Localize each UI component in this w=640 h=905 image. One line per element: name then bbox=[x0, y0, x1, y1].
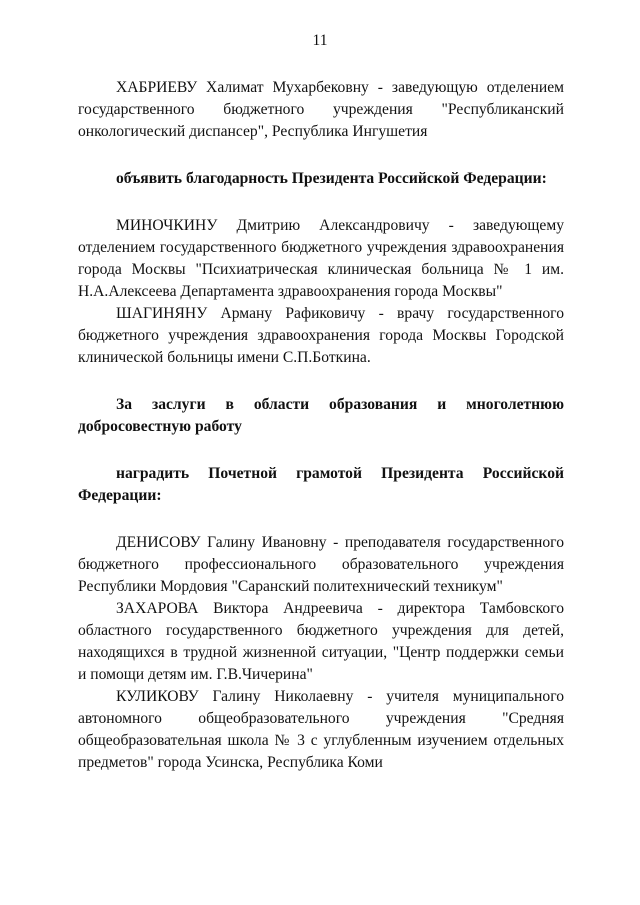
paragraph-minochkin: МИНОЧКИНУ Дмитрию Александровичу - заведующему отделением государственного бюджетного учреждения здравоохранения города Москвы "Психиатрическая клиническая больница № 1 им. Н.А.Алексеева Департамента здравоохранения города Москвы" bbox=[78, 217, 564, 300]
paragraph-khabrieva: ХАБРИЕВУ Халимат Мухарбековну - заведующую отделением государственного бюджетного учреждения "Республиканский онкологический диспансер", Республика Ингушетия bbox=[78, 79, 564, 140]
paragraph-zakharov: ЗАХАРОВА Виктора Андреевича - директора Тамбовского областного государственного бюджетного учреждения для детей, находящихся в трудной жизненной ситуации, "Центр поддержки семьи и помощи детям им. Г.В.Чичерина" bbox=[78, 600, 564, 683]
heading-award-certificate: наградить Почетной грамотой Президента Российской Федерации: bbox=[78, 465, 564, 504]
heading-gratitude: объявить благодарность Президента Российской Федерации: bbox=[116, 170, 547, 187]
heading-education-merits: За заслуги в области образования и многолетнюю добросовестную работу bbox=[78, 396, 564, 435]
page-number: 11 bbox=[312, 32, 328, 49]
paragraph-shaginyan: ШАГИНЯНУ Арману Рафиковичу - врачу государственного бюджетного учреждения здравоохранения города Москвы Городской клинической больницы имени С.П.Боткина. bbox=[78, 305, 564, 366]
paragraph-denisova: ДЕНИСОВУ Галину Ивановну - преподавателя государственного бюджетного профессионального образовательного учреждения Республики Мордовия "Саранский политехнический техникум" bbox=[78, 534, 564, 595]
paragraph-kulikova: КУЛИКОВУ Галину Николаевну - учителя муниципального автономного общеобразовательного учреждения "Средняя общеобразовательная школа № 3 с углубленным изучением отдельных предметов" города Усинска, Республика Коми bbox=[78, 688, 564, 771]
document-body bbox=[78, 77, 564, 774]
